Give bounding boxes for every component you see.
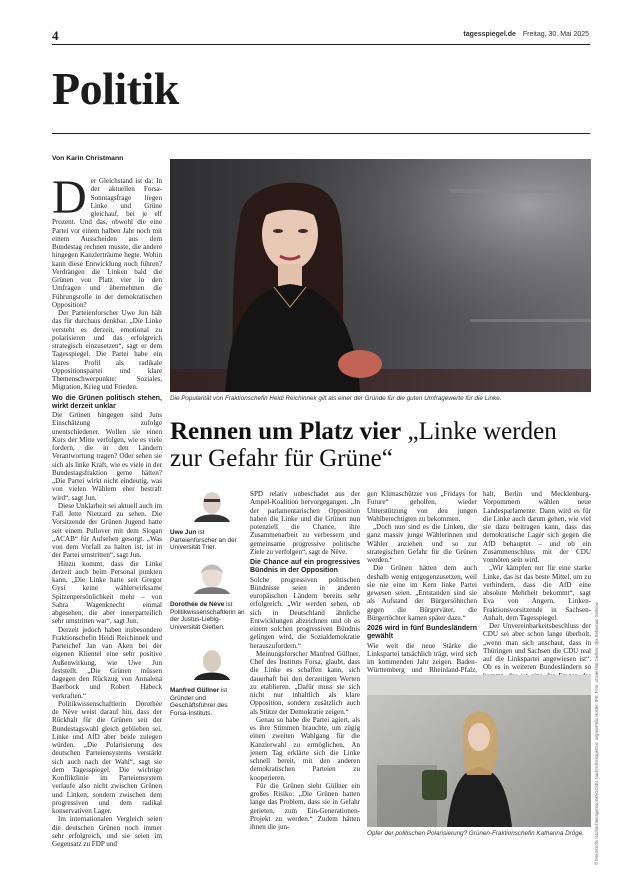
expert-card [170,648,245,717]
col3-p3: Meinungsforscher Manfred Güllner, Chef des Instituts Forsa, glaubt, dass die Linke es schaffen kann, sich dauerhaft bei den derzeitigen Werten zu etablieren. „Dafür muss sie sich nicht nur inhaltlich als klare Opposition, sondern zusätzlich auch als Stütze der Demokratie zeigen.“ [250,649,360,716]
expert-desc: ist Politikwissenschaftlerin an der Justus-Liebig-Universität Gießen. [170,601,245,631]
col4-p4: Wie weit die neue Stärke die Linkspartei tatsächlich trägt, wird sich im kommenden Jahr zeigen. Baden-Württemberg und Rheinland-Pfalz, [367,641,477,675]
expert-card [170,562,245,648]
col3-p2: Solche progressiven politischen Bündnisse seien in anderen europäischen Ländern bereits sehr erfolgreich. „Wir werden sehen, ob sich in Deutschland ähnliche Entwicklungen abzeichnen und ob es einem solchen progressiven Bündnis gelingen wird, die Sozialdemokratie herauszufordern.“ [250,575,360,650]
main-photo [170,159,591,392]
col1-p6: Derzeit jedoch haben insbesondere Fraktionschefin Heidi Reichinnek und Parteichef Jan van Aken bei der eigenen Klientel eine sehr positive Außenwirkung, wie Uwe Jun feststellt. „Die Grünen müssen dagegen den Rückzug von Annalena Baerbock und Robert Habeck verkraften.“ [52,625,162,700]
page-number: 4 [52,28,59,43]
col4-p2: „Doch nun sind es die Linken, die ganz massiv junge Wählerinnen und Wähler anziehen und so zur strategischen Gefahr für die Grünen werden.“ [367,523,477,564]
second-photo-caption: Opfer der politischen Polarisierung? Grünen-Fraktionschefin Katharina Dröge. [367,830,585,837]
headline-main: Rennen um Platz vier [170,418,402,445]
headline [170,418,590,472]
expert-portrait-deneve [192,562,232,594]
expert-portrait-jun [192,490,232,522]
col1-p1: er Gleichstand ist da: In der aktuellen Forsa-Sonntagsfrage liegen Linke und Grüne gleichauf, bei je elf Prozent. Und das, obwohl die eine Partei vor einem halben Jahr noch mit einem Ausscheiden aus dem Bundestag rechnen musste, die andere hingegen Kanzlerträume hegte. Wohin kann diese Entwicklung noch führen? Verdrängen die Linken bald die Grünen von Platz vier in den Umfragen und übernehmen die Führungsrolle in der demokratischen Opposition? [52,177,162,309]
expert-desc: ist Parteienforscher an der Universität Trier. [170,529,237,552]
woman-standing-image [367,675,591,827]
col5-p1: halt, Berlin und Mecklenburg-Vorpommern wählen neue Landesparlamente. Dann wird es für die Linke auch darum gehen, wie viel sie dazu beitragen kann, dass das demokratische Lager sich gegen die AfD behauptet – und ob ein Zusammenschluss mit der CDU vonnöten sein wird. [483,490,591,564]
site-name[interactable]: tagesspiegel.de [463,31,516,38]
article-column-3 [250,490,360,860]
experts-column [170,490,245,717]
expert-name: Uwe Jun [170,529,197,536]
col1-p2: Der Parteienforscher Uwe Jun hält das für durchaus denkbar. „Die Linke versteht es derzeit, emotional zu polarisieren und das erfolgreich strategisch einzusetzen“, sagt er dem Tagesspiegel. Die Partei habe ein klares Profil als radikale Oppositionspartei und klare Themenschwerpunkte: Soziales, Migration, Krieg und Frieden. [52,309,162,392]
col4-p1: gen Klimaschützer von „Fridays for Future“ geholfen, wieder Unterstützung von den jungen Wahlberechtigten zu bekommen. [367,490,477,523]
col4-p3: Die Grünen hätten dem auch deshalb wenig entgegenzusetzen, weil sie nie eine im Kern linke Partei gewesen seien. „Entstanden sind sie als Aufstand der Bürgersöhnchen gegen die Bürgerväter, die Bürgertöchter kamen später dazu.“ [367,564,477,622]
header-meta [463,31,589,38]
subheading-3: 2026 wird in fünf Bundesländern gewählt [367,625,477,641]
headline-quote: „Linke werden zur Gefahr für Grüne“ [170,418,557,472]
dropcap: D [52,171,87,224]
main-photo-caption: Die Popularität von Fraktionschefin Heidi Reichinnek gilt als einer der Gründe für die guten Umfragewerte für die Linke. [170,395,502,402]
article-column-4 [367,490,477,675]
col3-p1: SPD relativ unbeschadet aus der Ampel-Koalition hervorgegangen. „In der parlamentarischen Opposition haben die Linke und die Grünen nun potenziell die Chance, ihre Zusammenarbeit zu verbessern und gemeinsame progressive politische Ziele zu verfolgen“, sagt de Nève. [250,490,360,556]
col3-p4: Genau so habe die Partei agiert, als es ihre Stimmen brauchte, um zügig einen zweiten Wahlgang für die Kanzlerwahl zu ermöglichen. An jenem Tag erklärte sich die Linke schnell bereit, mit den anderen demokratischen Parteien zu kooperieren. [250,715,360,782]
second-photo [367,675,591,827]
subheading-1: Wo die Grünen politisch stehen, wirkt derzeit unklar [52,394,162,410]
col1-p7: Politikwissenschaftlerin Dorothée de Nève weist darauf hin, dass der Rückhalt für die Grünen seit der Bundestagswahl gleich geblieben sei, Linke und AfD aber beide zulegen würden. „Die Polarisierung des deutschen Parteiensystems verstärkt sich auch nach der Wahl“, sagt sie dem Tagesspiegel. Die wichtige Konfliktlinie im Parteiensystem verlaufe also nicht zwischen Grünen und Linken, sondern zwischen dem progressiven und dem radikal konservativen Lager. [52,699,162,815]
expert-name: Dorothée de Nève [170,601,225,608]
col5-p2: „Wir kämpfen nur für eine starke Linke, das ist das beste Mittel, um zu verhindern, dass die AfD eine absolute Mehrheit bekommt“, sagt Eva von Angern, Linken-Fraktionsvorsitzende in Sachsen-Anhalt, dem Tagesspiegel. [483,564,591,622]
portrait-woman-image [170,159,591,392]
col1-p8: Im internationalen Vergleich seien die deutschen Grünen noch immer sehr erfolgreich, und sie seien im Gegensatz zu FDP und [52,815,162,848]
expert-card [170,490,245,562]
col5-p3: Der Unvereinbarkeitsbeschluss der CDU sei aber schon lange überholt, „wenn man sich anschaut, dass in Thüringen und Sachsen die CDU real auf die Linkspartei angewiesen ist“. Ob es in weiteren Bundesländern so [483,622,591,672]
photo-credit: © IMAGO/dts Nachrichtenagentur/IMAGO/dts Nachrichtenagentur; avgars/Felix Hüsler; IPE; Foto: Universität Gießen; dpa Sebastian Gollnow [594,602,599,865]
subheading-2: Die Chance auf ein progressives Bündnis in der Opposition [250,559,360,575]
byline: Von Karin Christmann [52,155,124,162]
article-column-5 [483,490,591,670]
expert-desc: ist Gründer und Geschäftsführer des Forsa-Instituts. [170,687,228,717]
col3-p5: Für die Grünen sieht Güllner ein großes Risiko: „Die Grünen hatten lange das Problem, dass sie in Gefahr gerieten, zum Ein-Generationen-Projekt zu werden.“ Zudem hätten ihnen die jun- [250,781,360,831]
section-rule [52,133,590,134]
article-column-1 [52,171,162,857]
expert-portrait-guellner [192,648,232,680]
col1-p5: Hinzu kommt, dass die Linke derzeit auch beim Personal punkten kann. „Die Linke hatte seit Gregor Gysi keine wählerwirksame Spitzenpersönlichkeit mehr – von Sahra Wagenknecht einmal abgesehen, die aber innerparteilich sehr umstritten war“, sagt Jun. [52,559,162,626]
col1-p4: Diese Unklarheit sei aktuell auch im Fall Jette Nietzard zu sehen. Die Vorsitzende der Grünen Jugend hatte seit einem Pullover mit dem Slogan „ACAB“ für Aufsehen gesorgt. „Was von dem Vorfall zu halten ist, ist in der Partei umstritten“, sagt Jun. [52,501,162,560]
col1-p3: Die Grünen hingegen sind Juns Einschätzung zufolge unentschiedener. Wollen sie einen Kurs der Mitte verfolgen, wie es viele fordern, die in den Ländern Verantwortung tragen? Oder sehen sie sich als linke Kraft, wie es viele in der Bundestagsfraktion gerne hätten? „Die Partei wirkt nicht eindeutig, was von vielen Wählern eher bestraft wird“, sagt Jun. [52,411,162,502]
header-rule [52,44,590,45]
expert-name: Manfred Güllner [170,687,220,694]
section-title: Politik [52,63,179,114]
issue-date: Freitag, 30. Mai 2025 [522,31,589,38]
